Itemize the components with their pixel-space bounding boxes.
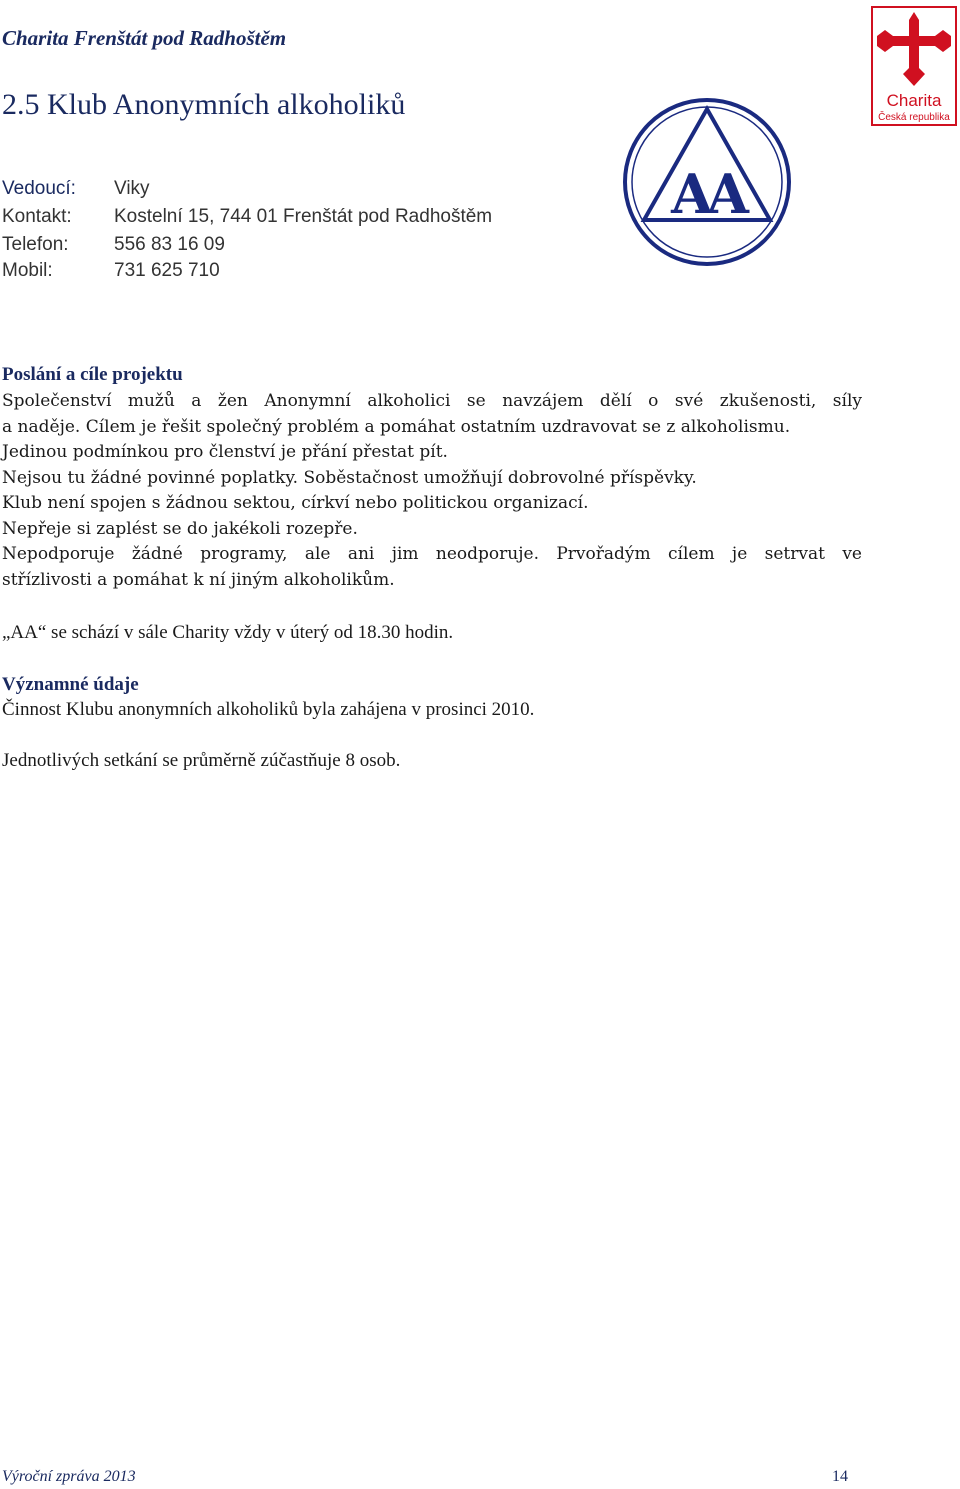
section-heading: 2.5 Klub Anonymních alkoholiků bbox=[2, 88, 406, 121]
charita-logo bbox=[871, 6, 957, 126]
aa-logo-text: AA bbox=[671, 162, 743, 226]
mission-line: Nepodporuje žádné programy, ale ani jim neodporuje. Prvořadým cílem je setrvat ve bbox=[2, 544, 862, 564]
mission-line: Nepřeje si zaplést se do jakékoli rozepře. bbox=[2, 518, 358, 539]
contact-value: Kostelní 15, 744 01 Frenštát pod Radhoštěm bbox=[114, 206, 493, 227]
charita-logo-text: Charita bbox=[886, 91, 942, 110]
facts-line: Činnost Klubu anonymních alkoholiků byla zahájena v prosinci 2010. bbox=[2, 699, 535, 720]
contact-value: 731 625 710 bbox=[114, 260, 220, 281]
contact-value: 556 83 16 09 bbox=[114, 234, 225, 255]
mission-text bbox=[2, 389, 862, 593]
mission-heading: Poslání a cíle projektu bbox=[2, 364, 183, 385]
footer-page-number: 14 bbox=[832, 1468, 848, 1485]
facts-line: Jednotlivých setkání se průměrně zúčastňuje 8 osob. bbox=[2, 750, 401, 771]
mission-line: a naděje. Cílem je řešit společný problém a pomáhat ostatním uzdravovat se z alkoholismu. bbox=[2, 416, 791, 437]
header-title: Charita Frenštát pod Radhoštěm bbox=[2, 26, 287, 50]
facts-heading: Významné údaje bbox=[2, 674, 139, 695]
footer-report-title: Výroční zpráva 2013 bbox=[2, 1468, 136, 1485]
mission-line: Společenství mužů a žen Anonymní alkoholici se navzájem dělí o své zkušenosti, síly bbox=[2, 391, 862, 411]
mission-line: Nejsou tu žádné povinné poplatky. Soběstačnost umožňují dobrovolné příspěvky. bbox=[2, 467, 697, 488]
contact-label: Mobil: bbox=[2, 260, 53, 281]
contact-label: Kontakt: bbox=[2, 206, 72, 227]
mission-line: střízlivosti a pomáhat k ní jiným alkoholikům. bbox=[2, 569, 395, 590]
mission-line: Klub není spojen s žádnou sektou, církví nebo politickou organizací. bbox=[2, 493, 589, 513]
contact-value: Viky bbox=[114, 178, 150, 199]
meeting-info: „AA“ se schází v sále Charity vždy v úterý od 18.30 hodin. bbox=[2, 622, 454, 643]
mission-line: Jedinou podmínkou pro členství je přání přestat pít. bbox=[2, 442, 448, 462]
charita-logo-subtext: Česká republika bbox=[878, 112, 950, 123]
contact-label: Telefon: bbox=[2, 234, 69, 255]
contact-label: Vedoucí: bbox=[2, 178, 76, 199]
aa-logo bbox=[620, 95, 795, 270]
